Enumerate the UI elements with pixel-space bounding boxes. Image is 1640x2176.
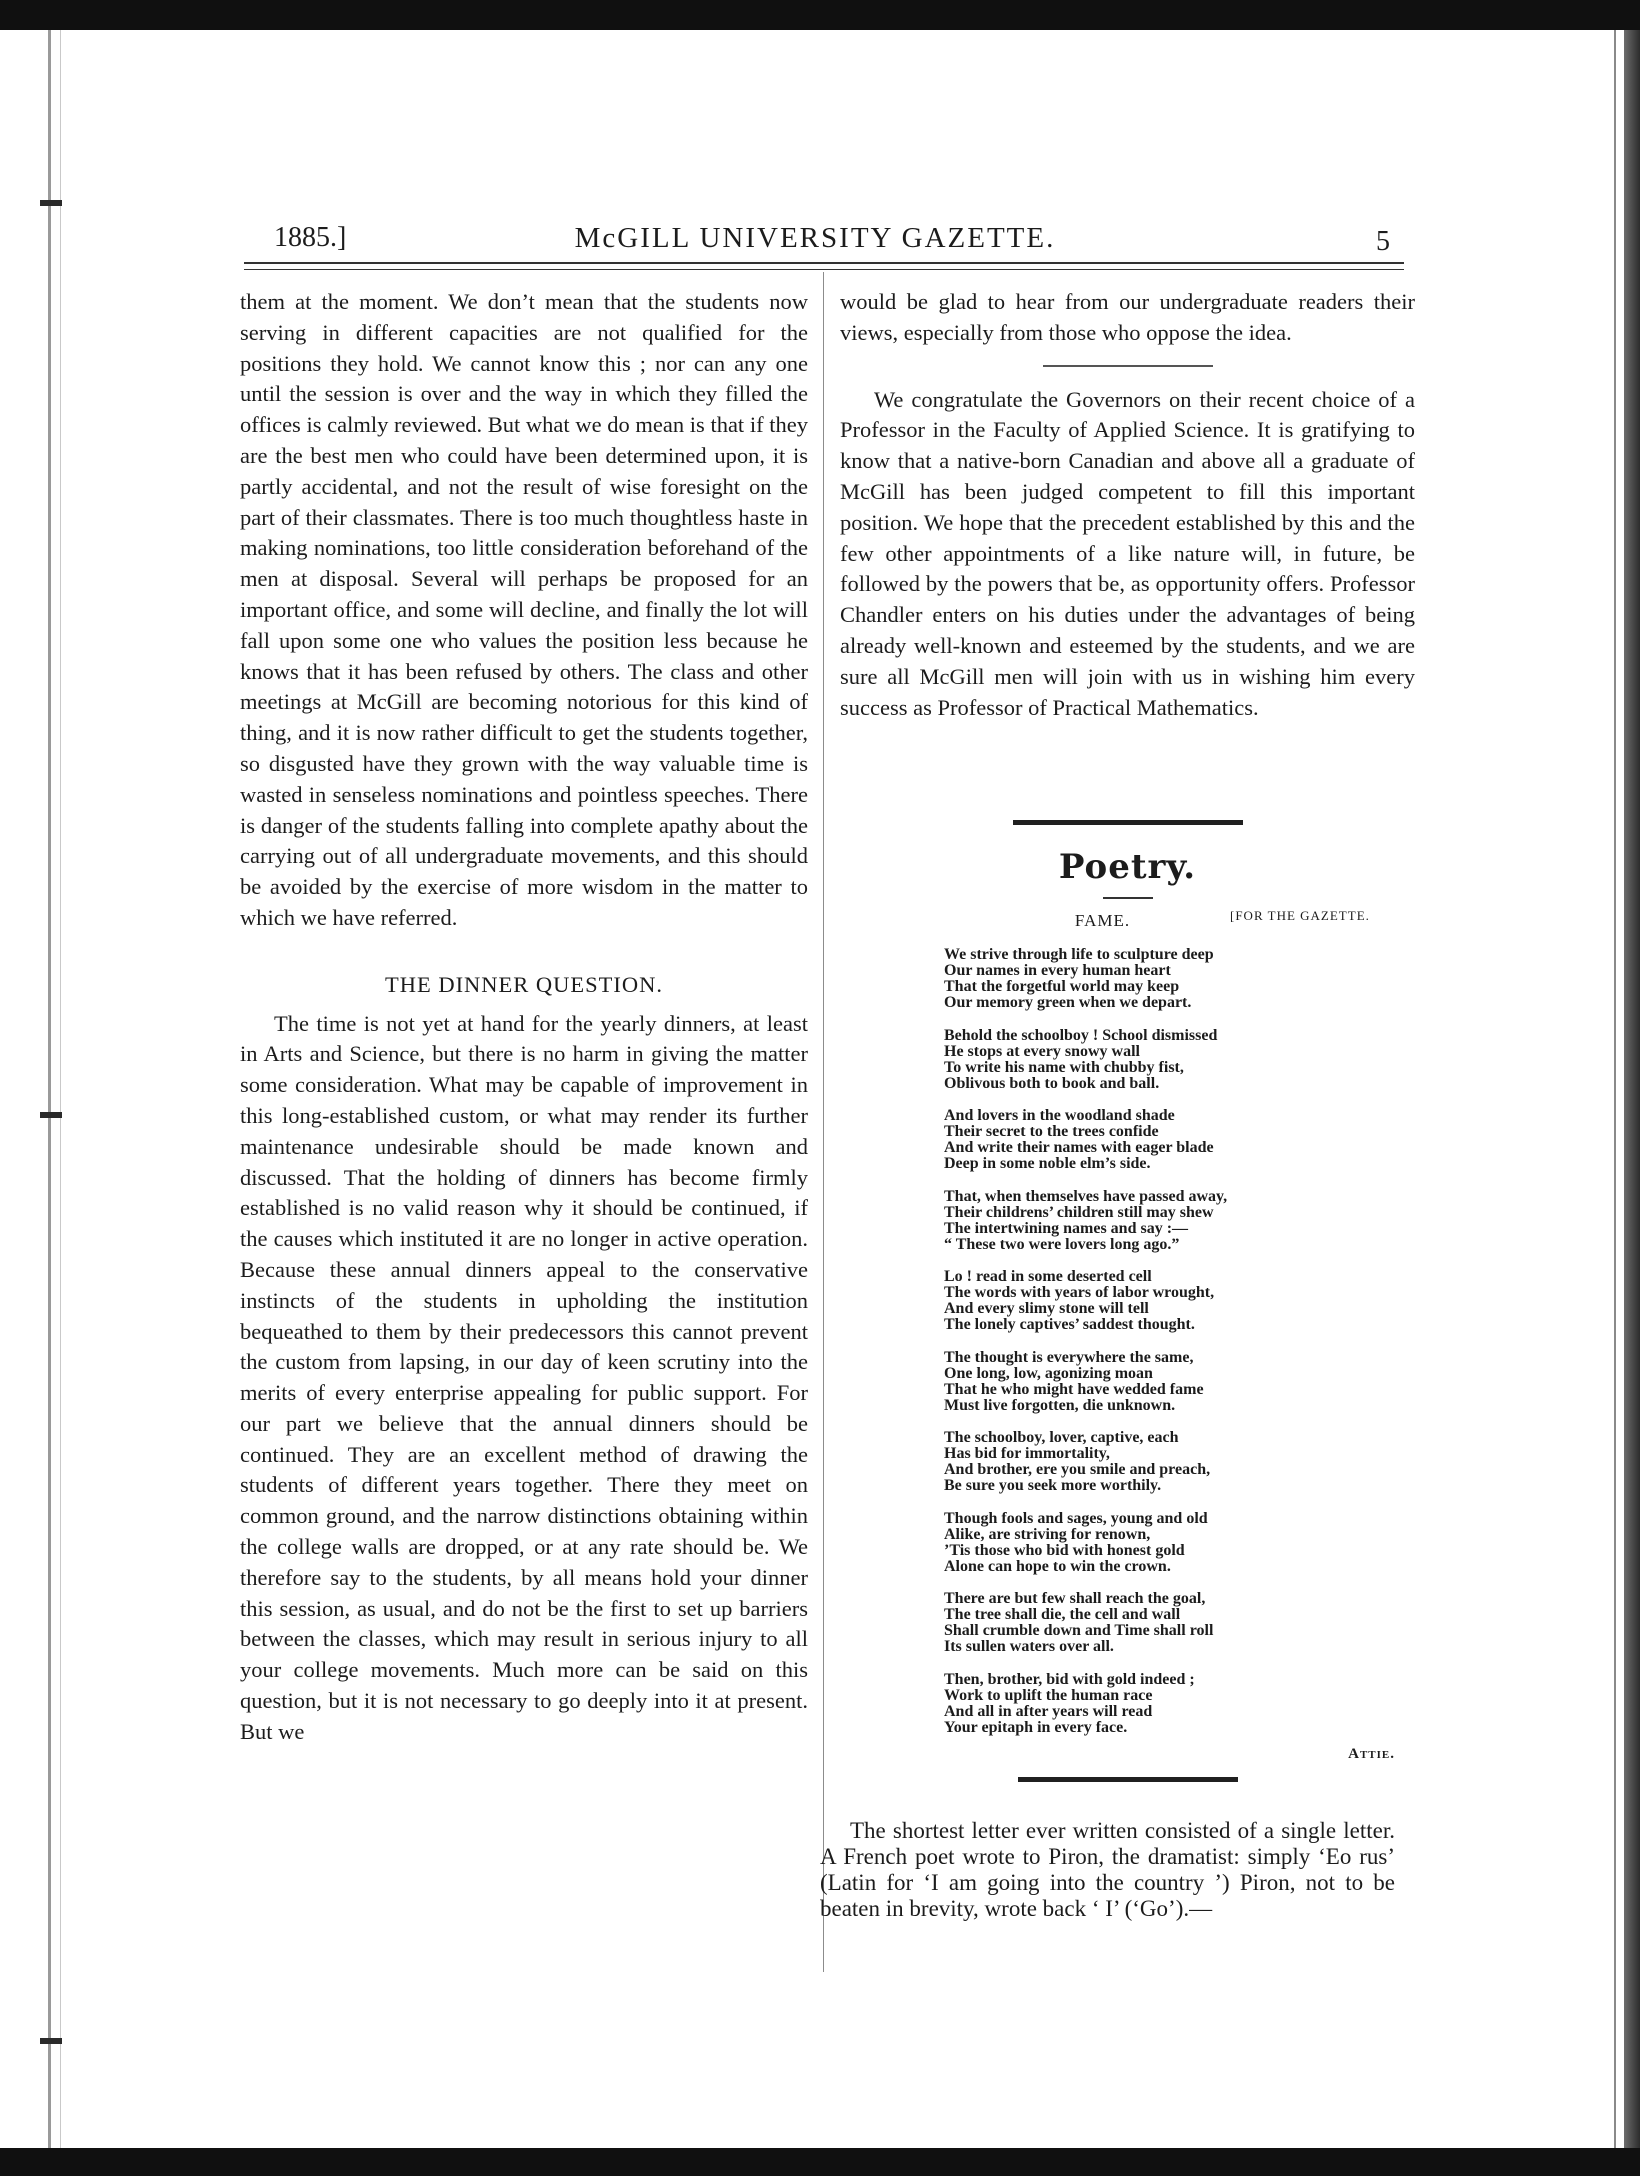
shortest-letter-text: The shortest letter ever written consisted of a single letter. A French poet wrote to Piron, the dramatist: simply ‘Eo rus’ (Latin for ‘I am going into the country ’) Piron, not to be beaten in brevity, wrote back ‘ I’ (‘Go’).— xyxy=(820,1818,1395,1921)
scan-top-border xyxy=(0,0,1640,30)
poem-line: The tree shall die, the cell and wall xyxy=(944,1606,1181,1623)
poem-stanza xyxy=(944,1350,1415,1414)
page-edge-line xyxy=(1614,30,1616,2148)
header-title: McGILL UNIVERSITY GAZETTE. xyxy=(574,222,1056,254)
page-edge-shadow xyxy=(1624,30,1640,2148)
header-year: 1885.] xyxy=(274,222,347,253)
poem-line: Has bid for immortality, xyxy=(944,1445,1110,1462)
poem-line: There are but few shall reach the goal, xyxy=(944,1590,1206,1607)
poem-line: ’Tis those who bid with honest gold xyxy=(944,1541,1185,1559)
poem-line: Alike, are striving for renown, xyxy=(944,1525,1151,1543)
poem-line: Shall crumble down and Time shall roll xyxy=(944,1622,1214,1639)
poem-line: Their secret to the trees confide xyxy=(944,1123,1159,1140)
poem-line: That he who might have wedded fame xyxy=(944,1380,1204,1398)
poem-line: Then, brother, bid with gold indeed ; xyxy=(944,1670,1195,1688)
poem-line: That, when themselves have passed away, xyxy=(944,1187,1228,1205)
poem-line: Our names in every human heart xyxy=(944,962,1171,979)
poem-line: To write his name with chubby fist, xyxy=(944,1058,1184,1076)
poem-line: Oblivous both to book and ball. xyxy=(944,1074,1160,1092)
poem-line: Your epitaph in every face. xyxy=(944,1718,1128,1736)
scan-bottom-border xyxy=(0,2148,1640,2176)
poem-body xyxy=(944,947,1415,1736)
poem-author: Attie. xyxy=(1348,1746,1395,1762)
poem-line: The intertwining names and say :— xyxy=(944,1219,1189,1237)
poem-line: And brother, ere you smile and preach, xyxy=(944,1461,1211,1478)
poem-line: “ These two were lovers long ago.” xyxy=(944,1235,1180,1253)
poem-line: The lonely captives’ saddest thought. xyxy=(944,1316,1195,1333)
paragraph-continued: them at the moment. We don’t mean that the students now serving in different capacities are not qualified for the positions they hold. We cannot know this ; nor can any one until the session is over and the way in which they filled the offices is calmly reviewed. But what we do mean is that if they are the best men who could have been determined upon, it is partly accidental, and not the result of wise foresight on the part of their classmates. There is too much thoughtless haste in making nominations, too little consideration beforehand of the men at disposal. Several will perhaps be proposed for an important office, and some will decline, and finally the lot will fall upon some one who values the position less because he knows that it has been refused by others. The class and other meetings at McGill are becoming notorious for this kind of thing, and it is now rather difficult to get the students together, so disgusted have they grown with the way valuable time is wasted in senseless nominations and pointless speeches. There is danger of the students falling into complete apathy about the carrying out of all undergraduate movements, and this should be avoided by the exercise of more wisdom in the matter to which we have referred. xyxy=(240,289,808,930)
poem-line: And lovers in the woodland shade xyxy=(944,1107,1175,1124)
shortest-letter-paragraph xyxy=(820,1818,1395,1922)
left-column xyxy=(240,287,808,1748)
column-divider xyxy=(823,272,824,1972)
binding-edge xyxy=(48,30,51,2148)
poem-stanza xyxy=(944,1511,1415,1575)
poem-line: Their childrens’ children still may shew xyxy=(944,1203,1214,1221)
poem-line: And every slimy stone will tell xyxy=(944,1300,1149,1317)
poetry-heading-rule xyxy=(1103,897,1153,899)
page-number: 5 xyxy=(1376,226,1390,257)
poem-stanza xyxy=(944,1028,1415,1092)
poem-stanza xyxy=(944,1269,1415,1333)
poem-stanza xyxy=(944,947,1415,1011)
poem-title: FAME. xyxy=(1074,911,1131,930)
poem-line: The schoolboy, lover, captive, each xyxy=(944,1429,1179,1446)
poem-line: We strive through life to sculpture deep xyxy=(944,946,1214,963)
poem-stanza xyxy=(944,1672,1415,1736)
section-separator xyxy=(1043,365,1213,367)
poem-line: That the forgetful world may keep xyxy=(944,978,1180,995)
binding-mark xyxy=(40,1112,62,1118)
right-column xyxy=(840,287,1415,723)
poem-line: And write their names with eager blade xyxy=(944,1139,1214,1156)
professor-paragraph: We congratulate the Governors on their recent choice of a Professor in the Faculty of Applied Science. It is gratifying to know that a native-born Canadian and above all a graduate of McGill has been judged competent to fill this important position. We hope that the precedent established by this and the few other appointments of a like nature will, in future, be followed by the powers that be, as opportunity offers. Professor Chandler enters on his duties under the advantages of being already well-known and esteemed by the students, and we are sure all McGill men will join with us in wishing him every success as Professor of Practical Mathematics. xyxy=(840,386,1415,720)
running-header xyxy=(230,222,1400,262)
poem-line: The words with years of labor wrought, xyxy=(944,1284,1215,1301)
poem-stanza xyxy=(944,1189,1415,1253)
poetry-bottom-rule xyxy=(1018,1777,1238,1782)
poem-line: Be sure you seek more worthily. xyxy=(944,1477,1162,1494)
dinner-question-heading: THE DINNER QUESTION. xyxy=(384,971,664,997)
poem-line: He stops at every snowy wall xyxy=(944,1042,1140,1060)
poem-line: Our memory green when we depart. xyxy=(944,994,1192,1011)
poetry-heading: Poetry. xyxy=(1058,847,1197,887)
poem-line: Behold the schoolboy ! School dismissed xyxy=(944,1026,1218,1044)
poem-line: One long, low, agonizing moan xyxy=(944,1364,1153,1382)
poem-line: Its sullen waters over all. xyxy=(944,1638,1114,1655)
poem-line: Must live forgotten, die unknown. xyxy=(944,1396,1176,1414)
poem-line: The thought is everywhere the same, xyxy=(944,1348,1194,1366)
poem-line: Lo ! read in some deserted cell xyxy=(944,1268,1152,1285)
poem-line: Alone can hope to win the crown. xyxy=(944,1557,1171,1575)
for-the-gazette-note: [FOR THE GAZETTE. xyxy=(1230,908,1370,923)
dinner-question-paragraph: The time is not yet at hand for the yearly dinners, at least in Arts and Science, but there is no harm in giving the matter some consideration. What may be capable of improvement in this long-established custom, or what may render its further maintenance undesirable should be made known and discussed. That the holding of dinners has become firmly established is no valid reason why it should be continued, if the causes which instituted it are no longer in active operation. Because these annual dinners appeal to the conservative instincts of the students in upholding the institution bequeathed to them by their predecessors this cannot prevent the custom from lapsing, in our day of keen scrutiny into the merits of every enterprise appealing for public support. For our part we believe that the annual dinners should be continued. They are an excellent method of drawing the students of different years together. There they meet on common ground, and the narrow distinctions obtaining within the college walls are dropped, or at any rate should be. We therefore say to the students, by all means hold your dinner this session, as usual, and do not be the first to set up barriers between the classes, which may result in serious injury to all your college movements. Much more can be said on this question, but it is not necessary to go deeply into it at present. But we xyxy=(240,1010,808,1744)
poem-line: Though fools and sages, young and old xyxy=(944,1509,1208,1527)
poem-stanza xyxy=(944,1591,1415,1655)
poetry-top-rule xyxy=(1013,820,1243,825)
poem-line: Deep in some noble elm’s side. xyxy=(944,1155,1151,1172)
poem-line: And all in after years will read xyxy=(944,1702,1153,1720)
paragraph-continued-right: would be glad to hear from our undergraduate readers their views, especially from those who oppose the idea. xyxy=(840,289,1415,345)
poem-stanza xyxy=(944,1108,1415,1172)
poem-stanza xyxy=(944,1430,1415,1494)
binding-mark xyxy=(40,2038,62,2044)
binding-edge-line xyxy=(60,30,61,2148)
poem-line: Work to uplift the human race xyxy=(944,1686,1153,1704)
binding-mark xyxy=(40,200,62,206)
poetry-section xyxy=(840,820,1415,1782)
header-rule xyxy=(244,262,1404,270)
